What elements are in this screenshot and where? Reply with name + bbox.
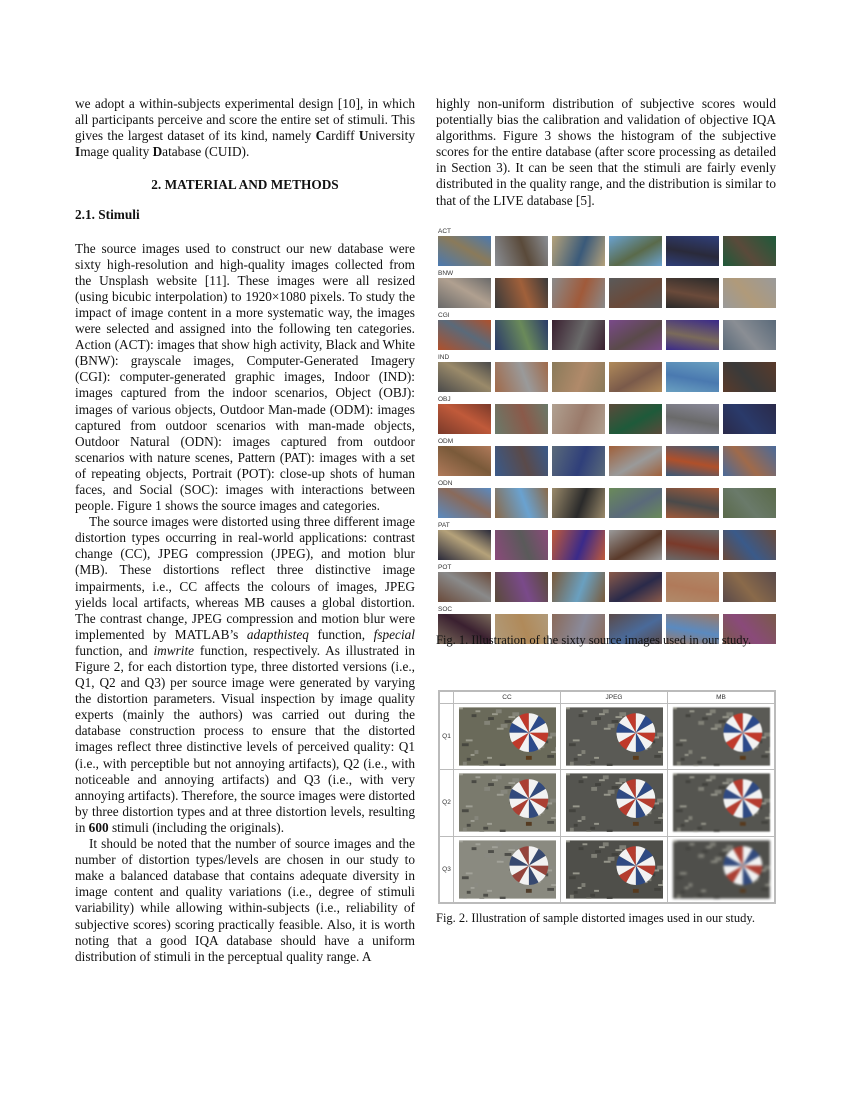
source-image-thumbnail: [495, 572, 548, 602]
thumbnail-strip: [438, 446, 776, 476]
distorted-image-cell: [668, 704, 775, 770]
source-image-thumbnail: [495, 404, 548, 434]
source-image-thumbnail: [609, 446, 662, 476]
distorted-image-cell: [668, 836, 775, 902]
hot-air-balloon-image: [459, 707, 556, 766]
source-image-thumbnail: [495, 236, 548, 266]
paragraph-intro-continued: we adopt a within-subjects experimental design [10], in which all participants perceive and score the entire set of stimuli. This gives the largest dataset of its kind, namely Cardiff University Image quality Database (CUID).: [75, 96, 415, 160]
distorted-image-cell: [668, 770, 775, 836]
quality-row-q2: [440, 770, 775, 836]
source-image-thumbnail: [723, 362, 776, 392]
paragraph-stimuli-sources: The source images used to construct our new database were sixty high-resolution and high-quality images collected from the Unsplash website [11]. These images were all resized (using bicubic interpolation) to 1920×1080 pixels. To study the impact of image content in a more systematic way, the images were selected and assigned into the following ten categories. Action (ACT): images that show high activity, Black and White (BNW): grayscale images, Computer-Generated Imagery (CGI): computer-generated graphic images, Indoor (IND): images captured from the indoor scenarios, Object (OBJ): images of various objects, Outdoor Man-made (ODM): images captured from outdoor scenarios with man-made objects, Outdoor Natural (ODN): images captured from outdoor scenarios with nature scenes, Pattern (PAT): images with a set of repeating objects, Portrait (POT): close-up shots of human faces, and Social (SOC): images with interactions between people. Figure 1 shows the source images and categories.: [75, 240, 415, 514]
category-label: PAT: [438, 522, 450, 529]
category-row-odn: [438, 480, 776, 518]
category-label: BNW: [438, 270, 454, 277]
column-header-mb: MB: [668, 692, 775, 704]
category-row-act: [438, 228, 776, 266]
hot-air-balloon-image: [673, 707, 770, 766]
figure-2-grid: [439, 691, 775, 903]
source-image-thumbnail: [609, 320, 662, 350]
source-image-thumbnail: [666, 362, 719, 392]
thumbnail-strip: [438, 320, 776, 350]
source-image-thumbnail: [609, 236, 662, 266]
thumbnail-strip: [438, 530, 776, 560]
source-image-thumbnail: [666, 572, 719, 602]
hot-air-balloon-image: [566, 707, 663, 766]
hot-air-balloon-image: [566, 773, 663, 832]
source-image-thumbnail: [552, 488, 605, 518]
source-image-thumbnail: [438, 320, 491, 350]
source-image-thumbnail: [438, 446, 491, 476]
category-row-obj: [438, 396, 776, 434]
category-label: IND: [438, 354, 450, 361]
source-image-thumbnail: [723, 446, 776, 476]
figure-2-caption: Fig. 2. Illustration of sample distorted images used in our study.: [436, 911, 755, 925]
figure-1-source-images: [438, 228, 776, 648]
source-image-thumbnail: [552, 278, 605, 308]
row-label-q2: Q2: [440, 770, 454, 836]
thumbnail-strip: [438, 572, 776, 602]
source-image-thumbnail: [666, 530, 719, 560]
source-image-thumbnail: [666, 446, 719, 476]
thumbnail-strip: [438, 488, 776, 518]
distorted-image-cell: [561, 770, 668, 836]
thumbnail-strip: [438, 278, 776, 308]
category-row-pot: [438, 564, 776, 602]
section-heading: 2. MATERIAL AND METHODS: [151, 177, 339, 193]
source-image-thumbnail: [666, 320, 719, 350]
category-row-cgi: [438, 312, 776, 350]
source-image-thumbnail: [609, 362, 662, 392]
paragraph-distortions: The source images were distorted using three different image distortion types occurring in real-world applications: contrast change (CC), JPEG compression (JPEG), and motion blur (MB). These distortions reflect three distinctive image impairments, i.e., CC affects the colours of images, JPEG yields local artifacts, whereas MB causes a global distortion. The contrast change, JPEG compression and motion blur were implemented by MATLAB’s adapthisteq function, fspecial function, and imwrite function, respectively. As illustrated in Figure 2, for each distortion type, three distorted versions (i.e., Q1, Q2 and Q3) per source image were generated by varying the distortion parameters. Visual inspection by image quality experts (mainly the authors) was carried out during the database construction process to ensure that the distorted images reflect three distinctive levels of perceived quality: Q1 (i.e., with perceptible but not annoying artifacts), Q2 (i.e., with noticeable and annoying artifacts) and Q3 (i.e., with very annoying artifacts). Therefore, the source images were distorted by three distortion types and at three distortion levels, resulting in 600 stimuli (including the originals).: [75, 514, 415, 835]
source-image-thumbnail: [552, 362, 605, 392]
distorted-image-cell: [561, 836, 668, 902]
category-row-odm: [438, 438, 776, 476]
source-image-thumbnail: [552, 530, 605, 560]
left-column: [75, 96, 415, 965]
category-label: SOC: [438, 606, 453, 613]
quality-row-q3: [440, 836, 775, 902]
source-image-thumbnail: [438, 530, 491, 560]
category-label: ODN: [438, 480, 453, 487]
source-image-thumbnail: [666, 236, 719, 266]
source-image-thumbnail: [495, 488, 548, 518]
distorted-image-cell: [454, 836, 561, 902]
distorted-image-cell: [561, 704, 668, 770]
source-image-thumbnail: [438, 236, 491, 266]
source-image-thumbnail: [666, 404, 719, 434]
distorted-image-cell: [454, 770, 561, 836]
source-image-thumbnail: [609, 278, 662, 308]
source-image-thumbnail: [495, 278, 548, 308]
source-image-thumbnail: [723, 572, 776, 602]
category-row-ind: [438, 354, 776, 392]
category-row-pat: [438, 522, 776, 560]
row-label-q3: Q3: [440, 836, 454, 902]
distorted-image-cell: [454, 704, 561, 770]
hot-air-balloon-image: [566, 840, 663, 899]
figure-2-distorted-images: [438, 690, 776, 904]
source-image-thumbnail: [438, 278, 491, 308]
category-label: ACT: [438, 228, 451, 235]
source-image-thumbnail: [495, 362, 548, 392]
category-label: ODM: [438, 438, 454, 445]
hot-air-balloon-image: [673, 773, 770, 832]
source-image-thumbnail: [495, 530, 548, 560]
source-image-thumbnail: [723, 488, 776, 518]
source-image-thumbnail: [609, 572, 662, 602]
source-image-thumbnail: [723, 404, 776, 434]
hot-air-balloon-image: [459, 773, 556, 832]
paragraph-distribution: highly non-uniform distribution of subjective scores would potentially bias the calibration and validation of objective IQA algorithms. Figure 3 shows the histogram of the subjective scores for the entire database (after score processing as detailed in Section 3). It can be seen that the stimuli are fairly evenly distributed in the quality range, and the distribution is similar to that of the LIVE database [5].: [436, 96, 776, 208]
thumbnail-strip: [438, 362, 776, 392]
column-header-cc: CC: [454, 692, 561, 704]
source-image-thumbnail: [552, 446, 605, 476]
thumbnail-strip: [438, 236, 776, 266]
subsection-heading: 2.1. Stimuli: [75, 207, 140, 223]
thumbnail-strip: [438, 404, 776, 434]
hot-air-balloon-image: [673, 840, 770, 899]
figure-1-caption: Fig. 1. Illustration of the sixty source images used in our study.: [436, 633, 752, 647]
source-image-thumbnail: [552, 404, 605, 434]
source-image-thumbnail: [723, 236, 776, 266]
source-image-thumbnail: [552, 320, 605, 350]
source-image-thumbnail: [609, 530, 662, 560]
source-image-thumbnail: [438, 488, 491, 518]
corner-cell: [440, 692, 454, 704]
source-image-thumbnail: [495, 320, 548, 350]
source-image-thumbnail: [495, 446, 548, 476]
column-header-jpeg: JPEG: [561, 692, 668, 704]
source-image-thumbnail: [438, 572, 491, 602]
source-image-thumbnail: [552, 236, 605, 266]
row-label-q1: Q1: [440, 704, 454, 770]
source-image-thumbnail: [666, 488, 719, 518]
paragraph-database-balance: It should be noted that the number of source images and the number of distortion types/levels are chosen in our study to make a balanced database that contains adequate diversity in image content and quality variations (i.e., degree of stimuli variability) while allowing within-subjects (i.e., reliability of subjective scores) scoring practically feasible. Also, it is worth noting that a good IQA database should have a uniform distribution of stimuli in the perceptual quality range. A: [75, 836, 415, 964]
category-label: CGI: [438, 312, 450, 319]
source-image-thumbnail: [609, 404, 662, 434]
source-image-thumbnail: [438, 362, 491, 392]
source-image-thumbnail: [666, 278, 719, 308]
source-image-thumbnail: [438, 404, 491, 434]
source-image-thumbnail: [723, 278, 776, 308]
category-label: POT: [438, 564, 452, 571]
category-row-bnw: [438, 270, 776, 308]
source-image-thumbnail: [552, 572, 605, 602]
quality-row-q1: [440, 704, 775, 770]
category-label: OBJ: [438, 396, 451, 403]
source-image-thumbnail: [723, 320, 776, 350]
right-column: [436, 96, 776, 209]
source-image-thumbnail: [609, 488, 662, 518]
source-image-thumbnail: [723, 530, 776, 560]
hot-air-balloon-image: [459, 840, 556, 899]
